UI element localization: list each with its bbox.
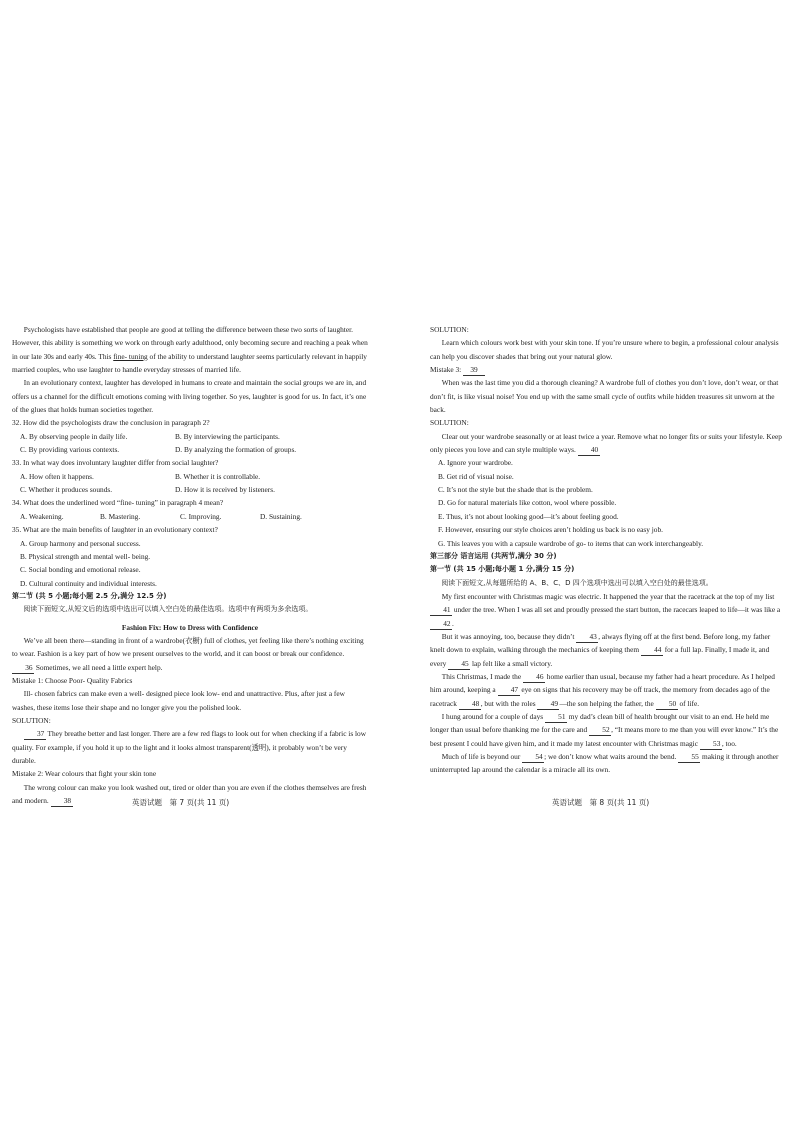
passage-paragraph: Ill- chosen fabrics can make even a well- designed piece look low- end and unattractive. Plus, after just a few washes, these items lose their shape and no longer give you the polished look. <box>12 689 345 712</box>
passage-paragraph: We’ve all been there—standing in front of a wardrobe(衣橱) full of clothes, yet feeling like there’s nothing exciting to wear. Fashion is a key part of how we present ourselves to the world, and it can boost or break our confidence. 36 Sometimes, we all need a little expert help. <box>12 635 364 672</box>
option-b: B. Get rid of visual noise. <box>438 471 514 481</box>
section-heading: 第二节 (共 5 小题;每小题 2.5 分,满分 12.5 分) <box>12 591 167 600</box>
question-34-options <box>12 510 368 523</box>
option-b: B. Whether it is controllable. <box>175 471 261 481</box>
question-32: 32. How did the psychologists draw the conclusion in paragraph 2? <box>12 418 210 428</box>
question-33-options <box>12 470 368 483</box>
blank-54: 54 <box>522 752 544 763</box>
question-33: 33. In what way does involuntary laughter differ from social laughter? <box>12 458 219 468</box>
option-a: A. Weakening. <box>20 511 64 521</box>
passage-paragraph: In an evolutionary context, laughter has developed in humans to create and maintain the social groups we are in, and offers us a channel for the difficult emotions coming with living together. So yes, laughter is good for us. In fact, it’s one of the glues that holds human societies together. <box>12 378 367 415</box>
option-c: C. Improving. <box>180 511 222 521</box>
mistake-heading: Mistake 1: Choose Poor- Quality Fabrics <box>12 675 133 685</box>
blank-50: 50 <box>656 699 678 710</box>
option-c: C. By providing various contexts. <box>20 445 120 455</box>
page-footer-right: 英语试题 第 8 页(共 11 页) <box>552 798 650 807</box>
section-heading: 第一节 (共 15 小题;每小题 1 分,满分 15 分) <box>430 565 575 574</box>
blank-46: 46 <box>523 672 545 683</box>
option-d: D. How it is received by listeners. <box>175 485 275 495</box>
option-e: E. Thus, it’s not about looking good—it’s about feeling good. <box>438 511 619 521</box>
blank-43: 43 <box>576 632 598 643</box>
passage-paragraph: Learn which colours work best with your skin tone. If you’re unsure where to begin, a professional colour analysis can help you discover shades that bring out your natural glow. <box>430 338 779 361</box>
option-b: B. Physical strength and mental well- being. <box>20 551 151 561</box>
passage-paragraph: My first encounter with Christmas magic was electric. It happened the year that the racetrack at the top of my list 41 under the tree. When I was all set and proudly pressed the start button, the racecars leaped to life—it was like a 42. <box>430 590 786 630</box>
mistake-heading: Mistake 3: 39 <box>430 363 786 376</box>
blank-37: 37 <box>24 729 46 740</box>
option-a: A. Ignore your wardrobe. <box>438 458 513 468</box>
blank-42: 42 <box>430 619 452 630</box>
left-column <box>12 323 368 807</box>
passage-paragraph: Clear out your wardrobe seasonally or at least twice a year. Remove what no longer fits or suits your lifestyle. Keep only pieces you love and can style multiple ways. 40 <box>430 431 782 455</box>
option-g: G. This leaves you with a capsule wardrobe of go- to items that can work interchangeably. <box>438 538 704 548</box>
option-c: C. Social bonding and emotional release. <box>20 565 141 575</box>
question-34: 34. What does the underlined word “fine- tuning” in paragraph 4 mean? <box>12 498 224 508</box>
blank-41: 41 <box>430 605 452 616</box>
option-d: D. Sustaining. <box>260 511 302 521</box>
mistake-heading: Mistake 2: Wear colours that fight your skin tone <box>12 769 157 779</box>
option-d: D. Cultural continuity and individual interests. <box>20 578 157 588</box>
blank-52: 52 <box>589 725 611 736</box>
passage-paragraph: This Christmas, I made the 46 home earlier than usual, because my father had a heart procedure. As I helped him around, keeping a 47 eye on signs that his recovery may be off track, the memory from decades ago of the racetrack 48, but with the roles 49—the son helping the father, the 50 of life. <box>430 671 775 708</box>
option-b: B. Mastering. <box>100 511 141 521</box>
blank-38: 38 <box>51 796 73 807</box>
option-b: B. By interviewing the participants. <box>175 431 280 441</box>
part-heading: 第三部分 语言运用 (共两节,满分 30 分) <box>430 551 557 560</box>
question-35: 35. What are the main benefits of laughter in an evolutionary context? <box>12 525 218 535</box>
option-c: C. It’s not the style but the shade that is the problem. <box>438 485 593 495</box>
blank-40: 40 <box>578 445 600 456</box>
passage-paragraph: The wrong colour can make you look washed out, tired or older than you are even if the clothes themselves are fresh and modern. 38 <box>12 782 367 806</box>
blank-39: 39 <box>463 365 485 376</box>
option-a: A. Group harmony and personal success. <box>20 538 141 548</box>
option-f: F. However, ensuring our style choices aren’t holding us back is no easy job. <box>438 525 663 535</box>
option-d: D. By analyzing the formation of groups. <box>175 445 297 455</box>
section-instructions: 阅读下面短文,从每题所给的 A、B、C、D 四个选项中选出可以填入空白处的最佳选项。 <box>441 578 713 587</box>
question-33-options <box>12 483 368 496</box>
right-column <box>430 323 786 777</box>
passage-paragraph: Much of life is beyond our 54; we don’t know what waits around the bend. 55 making it through another uninterrupted lap around the calendar is a miracle all its own. <box>430 752 779 775</box>
option-c: C. Whether it produces sounds. <box>20 485 113 495</box>
question-32-options <box>12 430 368 443</box>
blank-55: 55 <box>678 752 700 763</box>
passage-paragraph: I hung around for a couple of days 51 my dad’s clean bill of health brought our visit to an end. He held me longer than usual before thanking me for the care and 52, “It means more to me than you will ever know.” It’s the best present I could have given him, and it made my latest encounter with Christmas magic 53, too. <box>430 711 779 748</box>
option-a: A. By observing people in daily life. <box>20 431 128 441</box>
blank-48: 48 <box>459 699 481 710</box>
solution-label: SOLUTION: <box>430 325 469 334</box>
passage-paragraph: When was the last time you did a thorough cleaning? A wardrobe full of clothes you don’t love, don’t wear, or that don’t fit, is like visual noise! You end up with the same small cycle of outfits while hidden treasures sit unworn at the back. <box>430 378 779 415</box>
blank-44: 44 <box>641 645 663 656</box>
question-32-options <box>12 443 368 456</box>
blank-45: 45 <box>448 659 470 670</box>
solution-label: SOLUTION: <box>430 418 469 428</box>
passage-paragraph: Psychologists have established that people are good at telling the difference between these two sorts of laughter. However, this ability is something we work on through early adulthood, only becoming secure and reaching a peak when in our late 30s and early 40s. This fine- tuning of the ability to understand laughter seems particularly relevant in happily married couples, who use laughter to handle everyday stresses of married life. <box>12 325 368 375</box>
option-d: D. Go for natural materials like cotton, wool where possible. <box>438 498 617 508</box>
blank-51: 51 <box>545 712 567 723</box>
solution-label: SOLUTION: <box>12 715 51 725</box>
passage-title: Fashion Fix: How to Dress with Confidence <box>121 622 259 632</box>
page-footer-left: 英语试题 第 7 页(共 11 页) <box>132 798 230 807</box>
passage-paragraph: But it was annoying, too, because they didn’t 43, always flying off at the first bend. Before long, my father knelt down to explain, walking through the mechanics of keeping them 44 for a full lap. Finally, I made it, and every 45 lap felt like a small victory. <box>430 631 771 668</box>
blank-36: 36 <box>12 663 34 674</box>
blank-53: 53 <box>700 739 722 750</box>
passage-paragraph: 37 They breathe better and last longer. There are a few red flags to look out for when checking if a fabric is low quality. For example, if you hold it up to the light and it looks almost transparent(透明), it probably won’t be very durable. <box>12 729 367 765</box>
underlined-word: fine- tuning <box>113 351 148 361</box>
blank-47: 47 <box>498 685 520 696</box>
blank-49: 49 <box>537 699 559 710</box>
section-instructions: 阅读下面短文,从短文后的选项中选出可以填入空白处的最佳选项。选项中有两项为多余选项。 <box>23 605 313 614</box>
option-a: A. How often it happens. <box>20 471 94 481</box>
